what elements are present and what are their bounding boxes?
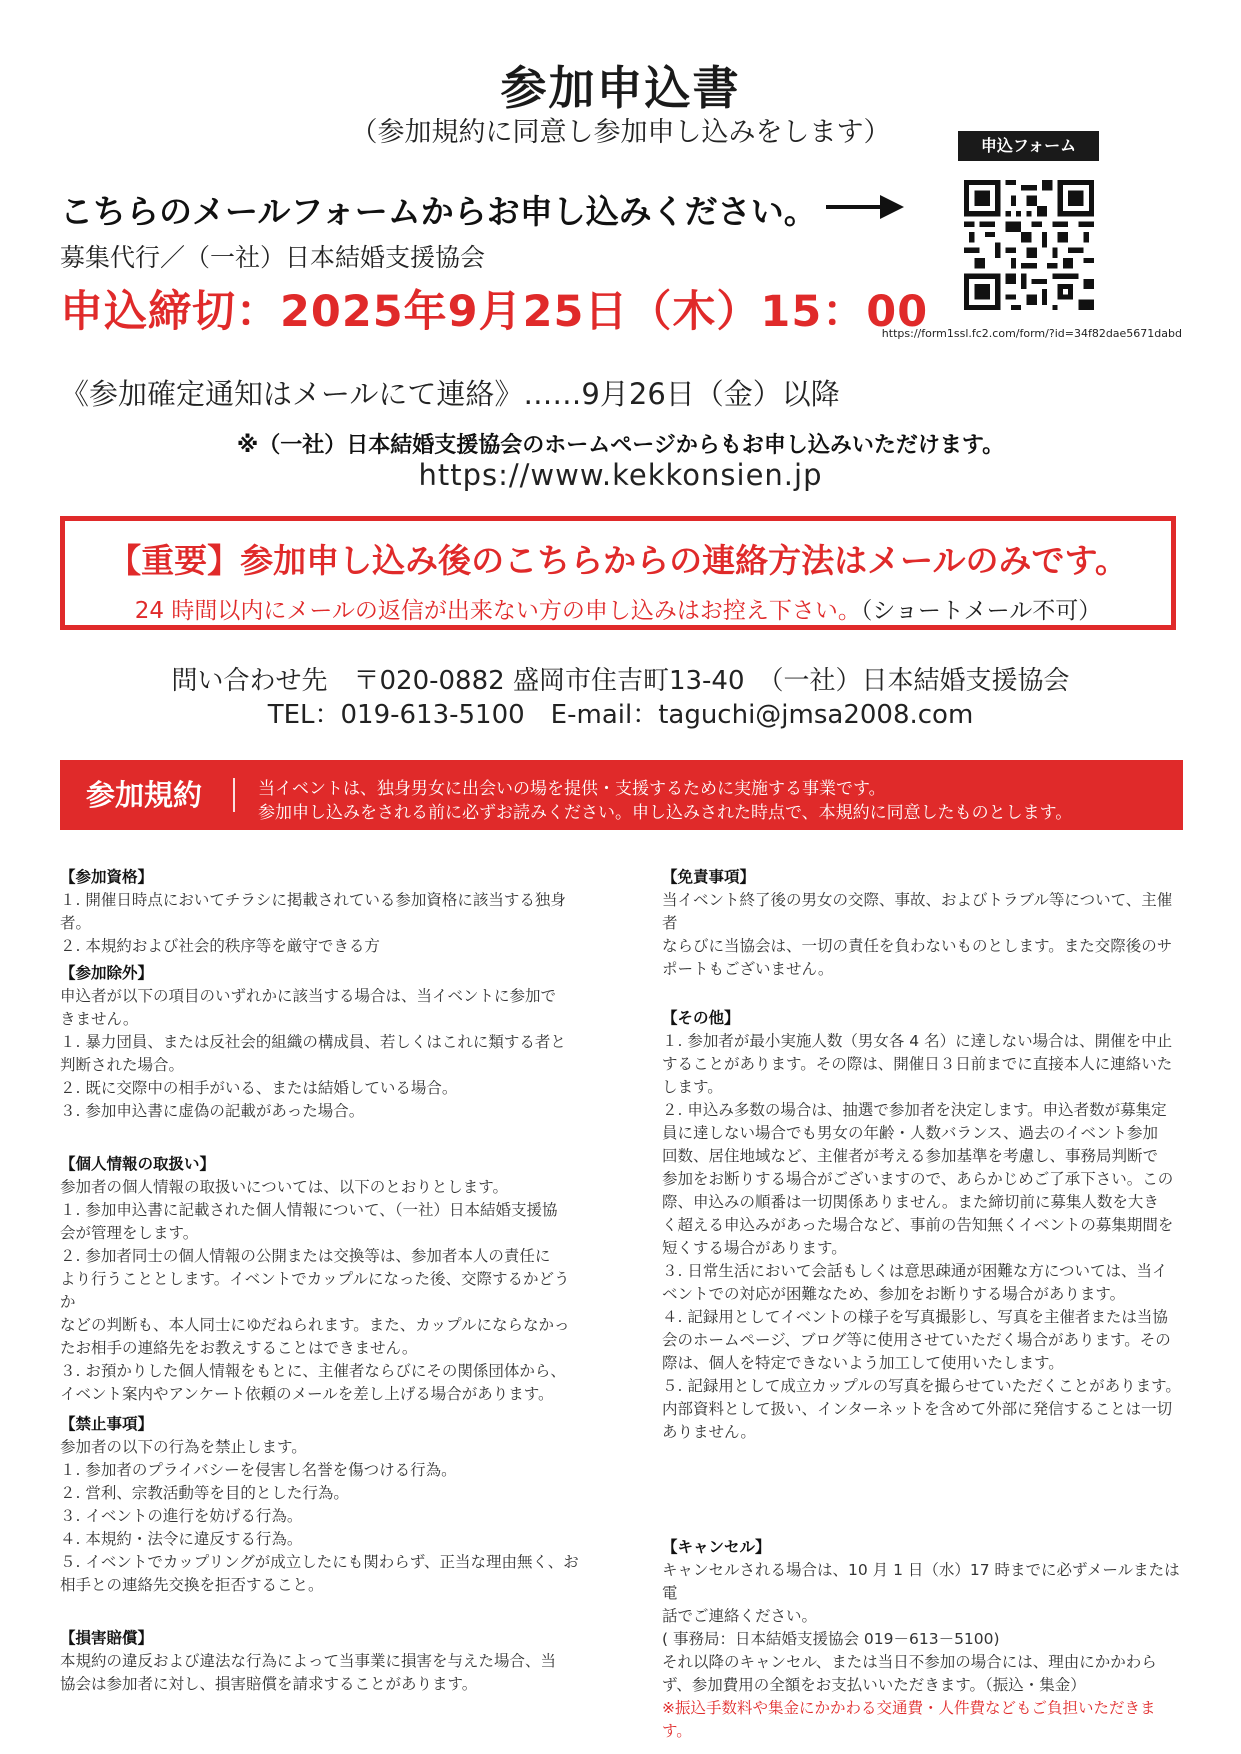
section-line: ありません。	[662, 1423, 756, 1441]
section-line: ２. 営利、宗教活動等を目的とした行為。	[60, 1484, 349, 1502]
section-heading: 【損害賠償】	[60, 1629, 154, 1647]
homepage-url[interactable]: https://www.kekkonsien.jp	[418, 458, 823, 492]
section-privacy	[60, 1153, 582, 1406]
section-line: などの判断も、本人同士にゆだねられます。また、カップルにならなかっ	[60, 1316, 570, 1334]
section-line: 際、申込みの順番は一切関係ありません。また締切前に募集人数を大き	[662, 1193, 1159, 1211]
section-disclaimer	[662, 866, 1184, 981]
section-heading: 【参加資格】	[60, 868, 154, 886]
section-line: ３. お預かりした個人情報をもとに、主催者ならびにその関係団体から、	[60, 1362, 566, 1380]
section-line: 参加をお断りする場合がございますので、あらかじめご了承下さい。この	[662, 1170, 1174, 1188]
important-subtext	[65, 592, 1171, 625]
section-line: ３. 参加申込書に虚偽の記載があった場合。	[60, 1102, 365, 1120]
homepage-note: ※（一社）日本結婚支援協会のホームページからもお申し込みいただけます。	[236, 433, 1005, 458]
section-line: 会のホームページ、ブログ等に使用させていただく場合があります。その	[662, 1331, 1171, 1349]
section-line: 参加者の個人情報の取扱いについては、以下のとおりとします。	[60, 1178, 508, 1196]
section-damages	[60, 1627, 582, 1696]
section-other	[662, 1007, 1184, 1444]
section-line: 相手との連絡先交換を拒否すること。	[60, 1576, 324, 1594]
section-line: することがあります。その際は、開催日３日前までに直接本人に連絡いた	[662, 1055, 1173, 1073]
section-line: 員に達しない場合でも男女の年齢・人数バランス、過去のイベント参加	[662, 1124, 1159, 1142]
section-line: ２. 参加者同士の個人情報の公開または交換等は、参加者本人の責任に	[60, 1247, 551, 1265]
contact-tel-email: TEL：019-613-5100 E-mail：taguchi@jmsa2008.com	[267, 700, 974, 730]
important-subtext-note: （ショートメール不可）	[860, 598, 1102, 624]
section-line: 参加者の以下の行為を禁止します。	[60, 1438, 307, 1456]
deadline-text: 申込締切：2025年9月25日（木）15：00	[60, 287, 929, 337]
section-line: します。	[662, 1078, 723, 1096]
terms-banner	[60, 760, 1183, 830]
section-eligibility	[60, 866, 582, 958]
mailform-instruction: こちらのメールフォームからお申し込みください。	[60, 192, 817, 231]
section-heading: 【その他】	[662, 1009, 740, 1027]
section-heading: 【キャンセル】	[662, 1538, 771, 1556]
section-heading: 【禁止事項】	[60, 1415, 154, 1433]
section-line: 短くする場合があります。	[662, 1239, 847, 1257]
section-exclusion	[60, 962, 582, 1123]
section-line: ５. イベントでカップリングが成立したにも関わらず、正当な理由無く、お	[60, 1553, 579, 1571]
section-line: それ以降のキャンセル、または当日不参加の場合には、理由にかかわら	[662, 1653, 1157, 1671]
qr-code[interactable]	[964, 180, 1094, 310]
section-line: 判断された場合。	[60, 1056, 185, 1074]
section-line: 会が管理をします。	[60, 1224, 199, 1242]
section-heading: 【免責事項】	[662, 868, 756, 886]
section-line: １. 参加申込書に記載された個人情報について、（一社）日本結婚支援協	[60, 1201, 558, 1219]
section-line: たお相手の連絡先をお教えすることはできません。	[60, 1339, 418, 1357]
important-box	[60, 516, 1176, 630]
section-line: １. 暴力団員、または反社会的組織の構成員、若しくはこれに類する者と	[60, 1033, 566, 1051]
important-title: 【重要】参加申し込み後のこちらからの連絡方法はメールのみです。	[108, 541, 1128, 580]
section-line: １. 開催日時点においてチラシに掲載されている参加資格に該当する独身者。	[60, 891, 566, 932]
cancel-fee-note: ※振込手数料や集金にかかわる交通費・人件費などもご負担いただきます。	[662, 1699, 1156, 1740]
section-heading: 【参加除外】	[60, 964, 154, 982]
page-subtitle: （参加規約に同意し参加申し込みをします）	[350, 117, 891, 148]
section-line: ２. 既に交際中の相手がいる、または結婚している場合。	[60, 1079, 458, 1097]
section-line: ２. 申込み多数の場合は、抽選で参加者を決定します。申込者数が募集定	[662, 1101, 1167, 1119]
section-line: ( 事務局：日本結婚支援協会 019－613－5100)	[662, 1630, 1000, 1648]
section-line: ２. 本規約および社会的秩序等を厳守できる方	[60, 937, 380, 955]
section-line: より行うこととします。イベントでカップルになった後、交際するかどうか	[60, 1270, 570, 1311]
section-cancel	[662, 1536, 1184, 1743]
section-line: ポートもございません。	[662, 960, 834, 978]
section-line: ４. 記録用としてイベントの様子を写真撮影し、写真を主催者または当協	[662, 1308, 1168, 1326]
section-line: 本規約の違反および違法な行為によって当事業に損害を与えた場合、当	[60, 1652, 557, 1670]
section-line: 回数、居住地域など、主催者が考える参加基準を考慮し、事務局判断で	[662, 1147, 1159, 1165]
section-line: １. 参加者が最小実施人数（男女各 4 名）に達しない場合は、開催を中止	[662, 1032, 1173, 1050]
section-line: 申込者が以下の項目のいずれかに該当する場合は、当イベントに参加で	[60, 987, 557, 1005]
section-line: ず、参加費用の全額をお支払いいただきます。（振込・集金）	[662, 1676, 1086, 1694]
section-line: １. 参加者のプライバシーを侵害し名誉を傷つける行為。	[60, 1461, 457, 1479]
section-line: ５. 記録用として成立カップルの写真を撮らせていただくことがあります。	[662, 1377, 1181, 1395]
terms-description-2: 参加申し込みをされる前に必ずお読みください。申し込みされた時点で、本規約に同意したものとします。	[258, 803, 1073, 823]
section-line: ３. 日常生活において会話もしくは意思疎通が困難な方については、当イ	[662, 1262, 1168, 1280]
page-title: 参加申込書	[500, 61, 741, 115]
important-subtext-red: 24 時間以内にメールの返信が出来ない方の申し込みはお控え下さい。	[134, 598, 861, 624]
notification-text: 《参加確定通知はメールにて連絡》……9月26日（金）以降	[60, 377, 840, 411]
arrow-right-icon	[826, 195, 904, 219]
section-line: 内部資料として扱い、インターネットを含めて外部に発信することは一切	[662, 1400, 1173, 1418]
section-line: 話でご連絡ください。	[662, 1607, 818, 1625]
terms-divider	[233, 778, 235, 812]
section-line: く超える申込みがあった場合など、事前の告知無くイベントの募集期間を	[662, 1216, 1174, 1234]
terms-title: 参加規約	[86, 778, 203, 812]
section-line: キャンセルされる場合は、10 月 1 日（水）17 時までに必ずメールまたは電	[662, 1561, 1180, 1602]
section-line: ４. 本規約・法令に違反する行為。	[60, 1530, 303, 1548]
section-line: 際は、個人を特定できないよう加工して使用いたします。	[662, 1354, 1064, 1372]
contact-address: 問い合わせ先 〒020-0882 盛岡市住吉町13-40 （一社）日本結婚支援協会	[171, 666, 1070, 696]
section-line: ならびに当協会は、一切の責任を負わないものとします。また交際後のサ	[662, 937, 1173, 955]
section-line: ３. イベントの進行を妨げる行為。	[60, 1507, 303, 1525]
qr-url[interactable]: https://form1ssl.fc2.com/form/?id=34f82dae5671dabd	[881, 327, 1182, 340]
qr-label: 申込フォーム	[958, 131, 1099, 161]
section-line: イベント案内やアンケート依頼のメールを差し上げる場合があります。	[60, 1385, 554, 1403]
section-prohibited	[60, 1413, 582, 1597]
section-line: 当イベント終了後の男女の交際、事故、およびトラブル等について、主催者	[662, 891, 1173, 932]
terms-description-1: 当イベントは、独身男女に出会いの場を提供・支援するために実施する事業です。	[258, 779, 886, 799]
section-line: きません。	[60, 1010, 139, 1028]
section-line: ベントでの対応が困難なため、参加をお断りする場合があります。	[662, 1285, 1126, 1303]
section-heading: 【個人情報の取扱い】	[60, 1155, 216, 1173]
agency-text: 募集代行／（一社）日本結婚支援協会	[60, 243, 486, 272]
section-line: 協会は参加者に対し、損害賠償を請求することがあります。	[60, 1675, 478, 1693]
